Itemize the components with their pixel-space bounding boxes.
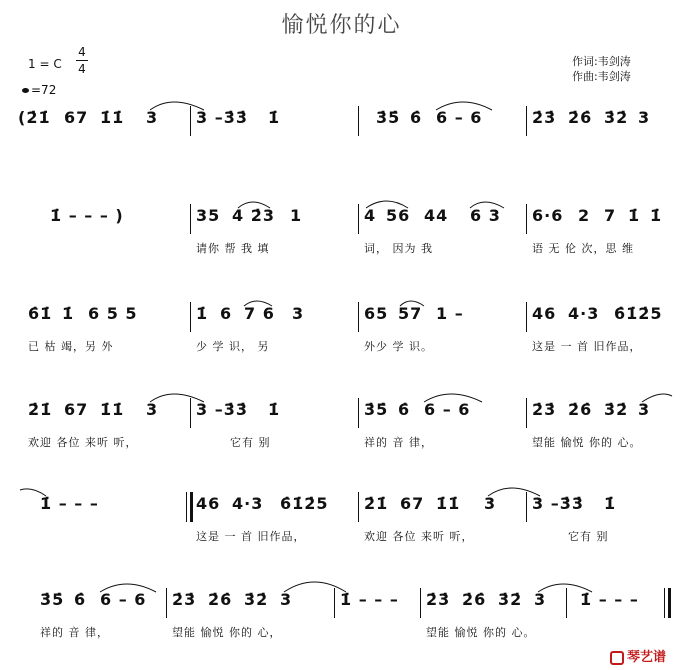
note-group: 6 — [220, 304, 233, 323]
note-group: 1̇ — [268, 108, 281, 127]
lyric-line: 这是 一 首 旧作品， — [196, 530, 306, 543]
lyric-line: 望能 愉悦 你的 心。 — [426, 626, 536, 639]
tempo-value: =72 — [31, 83, 57, 97]
note-group: 1̇ – – – — [40, 494, 99, 513]
tie-arcs — [0, 106, 683, 136]
note-group: 44 — [424, 206, 449, 225]
time-signature-bottom: 4 — [78, 62, 86, 76]
note-group: 3 — [484, 494, 497, 513]
lyric-line: 欢迎 各位 来听 听， — [28, 436, 138, 449]
note-group: 46 — [196, 494, 221, 513]
lyric-line: 祥的 音 律， — [364, 436, 433, 449]
note-group: 6̇ — [398, 400, 411, 419]
note-group: 1̇ — [650, 206, 663, 225]
note-group: 1̇ – – – — [580, 590, 639, 609]
note-group: 3̇2̇ — [244, 590, 269, 609]
tie-arcs — [0, 492, 683, 522]
note-group: 1̇ — [628, 206, 641, 225]
note-group: 1 — [290, 206, 303, 225]
lyric-line: 望能 愉悦 你的 心， — [172, 626, 282, 639]
note-group: 4·3 — [232, 494, 264, 513]
note-group: 3 — [638, 108, 651, 127]
note-group: 1̇ — [196, 304, 209, 323]
note-group: 3̇2̇ — [604, 108, 629, 127]
note-group: 6 3 — [470, 206, 501, 225]
lyric-line: 外少 学 识。 — [364, 340, 433, 353]
note-group: 1̇ — [268, 400, 281, 419]
note-group: 57 — [398, 304, 423, 323]
note-group: 6̇1̇2̇5 — [614, 304, 663, 323]
note-group: 2 — [578, 206, 591, 225]
note-group: 4 2̇3 — [232, 206, 275, 225]
tie-arcs — [0, 588, 683, 618]
note-group: 6 – 6 — [436, 108, 483, 127]
lyric-line: 它有 别 — [568, 530, 609, 543]
note-group: 6̇ — [410, 108, 423, 127]
note-group: 67 — [64, 400, 89, 419]
lyricist-credit: 作词:韦剑涛 — [572, 55, 631, 68]
note-group: 2̇3̇ — [426, 590, 451, 609]
note-group: 1̇ — [604, 494, 617, 513]
tie-arcs — [0, 302, 683, 332]
note-group: 3̇5̇ — [364, 400, 389, 419]
note-group: 2̇3̇ — [172, 590, 197, 609]
note-group: 67 — [64, 108, 89, 127]
note-group: 56 — [386, 206, 411, 225]
note-group: 4 — [364, 206, 377, 225]
note-group: 2̇6̇ — [568, 400, 593, 419]
note-group: 3̇2̇ — [604, 400, 629, 419]
note-group: 6̇1̇2̇5 — [280, 494, 329, 513]
note-group: 3 –3̇3̇ — [532, 494, 584, 513]
note-group: 3 — [534, 590, 547, 609]
note-group: 6 5 5 — [88, 304, 138, 323]
note-group: 1̇1̇ — [100, 108, 125, 127]
note-group: 2̇3̇ — [532, 400, 557, 419]
lyric-line: 请你 帮 我 填 — [196, 242, 270, 255]
note-group: 1̇ – – – ) — [50, 206, 124, 225]
note-group: 3 –3̇3̇ — [196, 400, 248, 419]
note-group: 3̇5̇ — [376, 108, 401, 127]
note-group: 3 — [292, 304, 305, 323]
lyric-line: 望能 愉悦 你的 心。 — [532, 436, 642, 449]
note-group: 6 – 6 — [424, 400, 471, 419]
tie-arcs — [0, 398, 683, 428]
time-signature-top: 4 — [78, 45, 86, 59]
note-group: 1̇ — [62, 304, 75, 323]
note-group: 3̇5̇ — [40, 590, 65, 609]
note-group: 7 6 — [244, 304, 275, 323]
lyric-line: 已 枯 竭，另 外 — [28, 340, 114, 353]
note-group: 67 — [400, 494, 425, 513]
lyric-line: 这是 一 首 旧作品， — [532, 340, 642, 353]
tie-arcs — [0, 204, 683, 234]
note-group: 2̇3̇ — [532, 108, 557, 127]
note-group: 3 — [146, 108, 159, 127]
note-group: 3 — [146, 400, 159, 419]
lyric-line: 语 无 伦 次，思 维 — [532, 242, 634, 255]
note-group: 35 — [196, 206, 221, 225]
lyric-line: 欢迎 各位 来听 听， — [364, 530, 474, 543]
note-group: 46 — [532, 304, 557, 323]
logo-icon — [610, 651, 624, 665]
note-group: 2̇6̇ — [208, 590, 233, 609]
note-group: 6·6 — [532, 206, 564, 225]
note-group: 3 — [280, 590, 293, 609]
note-group: 6̇ — [74, 590, 87, 609]
note-group: 6 – 6 — [100, 590, 147, 609]
note-group: 65 — [364, 304, 389, 323]
note-group: 2̇1̇ — [364, 494, 389, 513]
note-group: 1 – — [436, 304, 464, 323]
key-signature: 1 = C — [28, 57, 62, 71]
note-group: 3 — [638, 400, 651, 419]
page-title: 愉悦你的心 — [281, 13, 402, 38]
note-group: (2̇1̇ — [18, 108, 51, 127]
watermark-logo — [610, 646, 666, 665]
note-group: 7 — [604, 206, 617, 225]
note-group: 2̇6̇ — [568, 108, 593, 127]
composer-credit: 作曲:韦剑涛 — [572, 70, 631, 83]
note-group: 3 –3̇3̇ — [196, 108, 248, 127]
quarter-note-icon — [22, 88, 29, 93]
note-group: 4·3 — [568, 304, 600, 323]
lyric-line: 它有 别 — [230, 436, 271, 449]
note-group: 3̇2̇ — [498, 590, 523, 609]
note-group: 1̇ – – – — [340, 590, 399, 609]
note-group: 2̇1̇ — [28, 400, 53, 419]
credits — [572, 54, 631, 84]
note-group: 2̇6̇ — [462, 590, 487, 609]
lyric-line: 少 学 识， 另 — [196, 340, 270, 353]
note-group: 6̇1̇ — [28, 304, 53, 323]
time-signature — [76, 46, 88, 75]
watermark-text: 琴艺谱 — [627, 650, 667, 665]
lyric-line: 祥的 音 律， — [40, 626, 109, 639]
tempo-mark — [22, 83, 56, 97]
lyric-line: 词， 因为 我 — [364, 242, 433, 255]
note-group: 1̇1̇ — [436, 494, 461, 513]
note-group: 1̇1̇ — [100, 400, 125, 419]
